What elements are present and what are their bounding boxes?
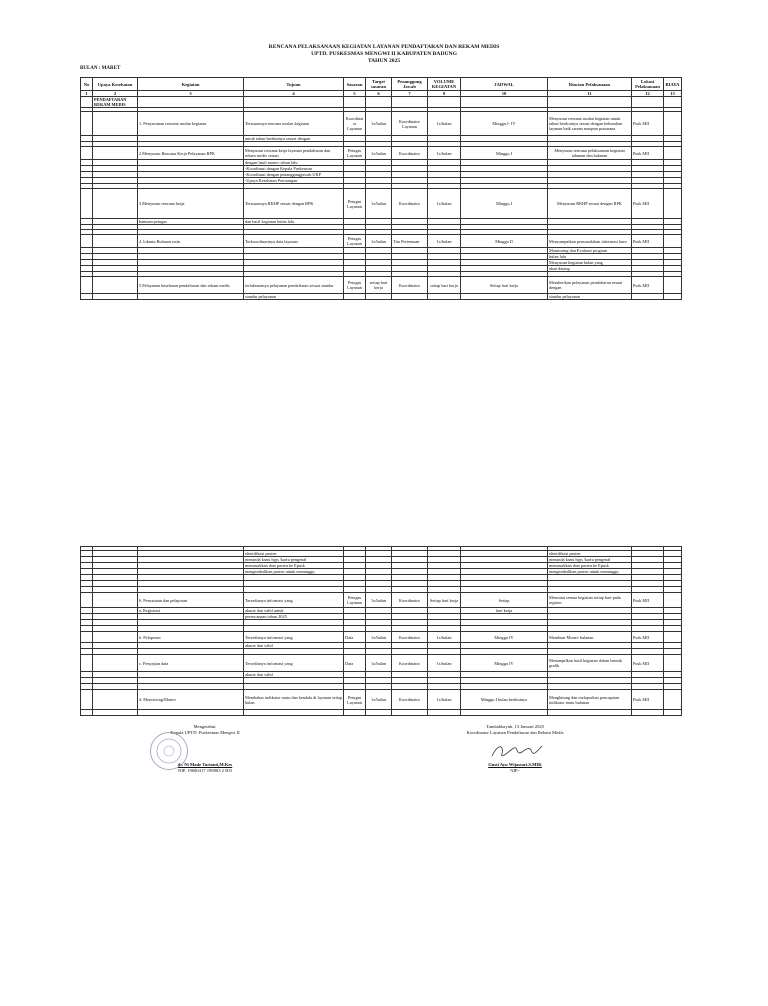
tujuan-cell: dan hasil kegiatan bulan lalu (244, 219, 344, 225)
plan-table-top (80, 77, 682, 300)
tujuan-cell: menanda kartu bpjs /kartu pengenal (244, 557, 344, 563)
tujuan-cell: dengan hasil monev tahun lalu (244, 160, 344, 166)
table-row (81, 235, 682, 248)
tujuan-cell: Tersusunnya RKHP sesuai dengan RPK (244, 189, 344, 219)
col-header: Penanggung Jawab (392, 78, 428, 91)
pj-cell: Koordinator (392, 690, 428, 710)
tujuan-cell: Tersedianya informasi yang (244, 655, 344, 672)
pj-cell: Koordinator (392, 189, 428, 219)
pj-cell: Koordinator (392, 593, 428, 608)
kegiatan-cell: b. Pelaporan (138, 632, 244, 643)
jadwal-cell: Minggu IV (461, 632, 548, 643)
sasaran-cell: Petugas Layanan (344, 147, 366, 160)
target-cell: setiap hari kerja (366, 277, 392, 294)
sasaran-cell: Petugas Layanan (344, 235, 366, 248)
col-number: 6 (366, 91, 392, 97)
lokasi-cell: Pusk MII (632, 112, 664, 136)
target-cell: 1x/bulan (366, 147, 392, 160)
approval-label: Mengetahui, (193, 724, 217, 729)
table-row (81, 632, 682, 643)
target-cell: 1x/bulan (366, 632, 392, 643)
header-row (81, 78, 682, 91)
jadwal-cell: Minggu IV (461, 655, 548, 672)
rincian-cell: memasukkan data pasien ke Epusk (548, 563, 632, 569)
tujuan-cell: akurat dan valid (244, 643, 344, 649)
sasaran-cell: Petugas Layanan (344, 189, 366, 219)
rincian-cell: Menampilkan hasil kegiatan dalam bentuk grafik (548, 655, 632, 672)
col-number: 9 (428, 91, 461, 97)
rincian-cell: akan datang (548, 266, 632, 272)
rincian-cell: Menyampaikan permasalahan informasi baru (548, 235, 632, 248)
kegiatan-cell: 5.Pelayanan kesehatan pendaftaran dan rekam medis (138, 277, 244, 294)
lokasi-cell: Pusk MII (632, 690, 664, 710)
col-number: 4 (244, 91, 344, 97)
sasaran-cell: Petugas Layanan (344, 593, 366, 608)
rincian-cell: Memberikan pelayanan pendaftaran sesuai dengan (548, 277, 632, 294)
jadwal-cell: Minggu I (461, 147, 548, 160)
tujuan-cell: akurat dan valid untuk (244, 608, 344, 614)
col-header: VOLUME KEGIATAN (428, 78, 461, 91)
tujuan-cell: Menyusun rencana kerja layanan pendaftaran dan rekam medis sesuai (244, 147, 344, 160)
tujuan-cell: Tersedianya informasi yang (244, 593, 344, 608)
col-header: Sasaran (344, 78, 366, 91)
sasaran-cell: Petugas Layanan (344, 690, 366, 710)
lokasi-cell: Pusk MII (632, 189, 664, 219)
plan-table-bottom (80, 546, 682, 716)
table-row (81, 690, 682, 710)
volume-cell: 1x/bulan (428, 112, 461, 136)
volume-cell: 1x/bulan (428, 655, 461, 672)
kegiatan-cell: 1. Penyusunan rencana usulan kegiatan (138, 112, 244, 136)
col-header: Upaya Kesehatan (93, 78, 138, 91)
col-number: 2 (93, 91, 138, 97)
official-stamp-icon (150, 732, 188, 770)
doc-subtitle: UPTD. PUSKESMAS MENGWI II KABUPATEN BADUNG (311, 51, 457, 57)
volume-cell: Setiap hari kerja (428, 593, 461, 608)
lokasi-cell: Pusk MII (632, 655, 664, 672)
rincian-cell: mengembalikan pasien untuk menunggu (548, 569, 632, 575)
pj-cell: Koordinator Layanan (392, 112, 428, 136)
target-cell: 1x/bulan (366, 593, 392, 608)
target-cell: 1x/bulan (366, 690, 392, 710)
col-header: BIAYA (664, 78, 682, 91)
signer-title: Kepala UPTD. Puskesmas Mengwi II (170, 730, 240, 735)
kegiatan-cell: 2.Menyusun Rencana Kerja Pelayanan RPK (138, 147, 244, 160)
volume-cell: setiap hari kerja (428, 277, 461, 294)
col-number: 10 (461, 91, 548, 97)
signer-nip: NIP.- (510, 768, 520, 773)
volume-cell: 1x/bulan (428, 189, 461, 219)
table-row (81, 655, 682, 672)
pj-cell: Koordinator (392, 277, 428, 294)
jadwal-cell: hari kerja (461, 608, 548, 614)
sasaran-cell: Petugas Layanan (344, 277, 366, 294)
target-cell: 1x/bulan (366, 655, 392, 672)
rincian-cell: identifikasi pasien (548, 551, 632, 557)
col-header: Rincian Pelaksanaan (548, 78, 632, 91)
rincian-cell: Monitoring dan Evaluasi program (548, 248, 632, 254)
sasaran-cell: Data (344, 632, 366, 643)
pj-cell: Tim Pertemuan (392, 235, 428, 248)
month-label: BULAN : MARET (80, 66, 121, 71)
col-header: Kegiatan (138, 78, 244, 91)
signer-nip: NIP. 19680417 199803 2 003 (178, 768, 232, 773)
col-number: 3 (138, 91, 244, 97)
target-cell: 1x/bulan (366, 112, 392, 136)
jadwal-cell: Minggu I bulan berikutnya (461, 690, 548, 710)
jadwal-cell: Minggu I- IV (461, 112, 548, 136)
col-number: 12 (632, 91, 664, 97)
volume-cell: 1x/bulan (428, 632, 461, 643)
rincian-cell: Menyusun kegiatan bulan yang (548, 260, 632, 266)
kegiatan-cell: a. Registrasi (138, 608, 244, 614)
tujuan-cell: Terkoordinasinya data layanan (244, 235, 344, 248)
kegiatan-cell: 3.Menyusun rencana kerja (138, 189, 244, 219)
rincian-cell: Menyusun rencana usulan kegiatan untuk tahun berikutnya sesuai dengan kebutuhan layanan baik sarana maupun prasarana (548, 112, 632, 136)
col-header: No (81, 78, 93, 91)
volume-cell: 1x/bulan (428, 235, 461, 248)
tujuan-cell: standar pelayanan (244, 294, 344, 300)
rincian-cell: bulan lalu (548, 254, 632, 260)
jadwal-cell: Setiap (461, 593, 548, 608)
jadwal-cell: Minggu II (461, 235, 548, 248)
tujuan-cell: -Upaya Kesehatan Perorangan (244, 178, 344, 184)
volume-cell: 1x/bulan (428, 690, 461, 710)
kegiatan-cell: 6. Pencatatan dan pelaporan (138, 593, 244, 608)
lokasi-cell: Pusk MII (632, 277, 664, 294)
signer-name: dr. Ni Made Tarianti,M.Kes (177, 762, 233, 767)
tujuan-cell: Tersedianya informasi yang (244, 632, 344, 643)
kegiatan-cell: 4. lokmin Bulanan rutin (138, 235, 244, 248)
section-label: PENDAFTARAN REKAM MEDIS (93, 97, 138, 108)
tujuan-cell: perencanaan tahun 2025 (244, 614, 344, 620)
tujuan-cell: terlaksananya pelayanan pendaftaran sesuai standar (244, 277, 344, 294)
col-header: Lokasi Pelaksanaan (632, 78, 664, 91)
table-row (81, 189, 682, 219)
signer-title: Koordinator Layanan Pendaftaran dan Rekam Medis (466, 730, 564, 735)
tujuan-cell: Membahas indikator mutu dan kendala di layanan setiap bulan (244, 690, 344, 710)
table-row (81, 112, 682, 136)
rincian-cell: Mencatat semua kegiatan setiap hari pada register (548, 593, 632, 608)
doc-title: RENCANA PELAKSANAAN KEGIATAN LAYANAN PENDAFTARAN DAN REKAM MEDIS (268, 44, 500, 50)
col-number: 1 (81, 91, 93, 97)
jadwal-cell: Minggu I (461, 189, 548, 219)
lokasi-cell: Pusk MII (632, 235, 664, 248)
lokasi-cell: Pusk MII (632, 147, 664, 160)
tujuan-cell: identifikasi pasien (244, 551, 344, 557)
kegiatan-cell: c. Penyajian data (138, 655, 244, 672)
table-row (81, 277, 682, 294)
volume-cell: 1x/bulan (428, 147, 461, 160)
rincian-cell: Membuat Monev bulanan (548, 632, 632, 643)
col-header: Target sasaran (366, 78, 392, 91)
col-number: 5 (344, 91, 366, 97)
tujuan-cell: akurat dan valid (244, 672, 344, 678)
col-number: 7 (392, 91, 428, 97)
col-header: JADWAL (461, 78, 548, 91)
tujuan-cell: memasukkan data pasien ke Epusk (244, 563, 344, 569)
doc-year: TAHUN 2025 (367, 58, 401, 64)
pj-cell: Koordinator (392, 147, 428, 160)
place-date: Tumbakbayuh, 13 Januari 2025 (485, 724, 544, 729)
sasaran-cell: Koordinator Layanan (344, 112, 366, 136)
pj-cell: Koordinator (392, 632, 428, 643)
tujuan-cell: mengembalikan pasien untuk menunggu (244, 569, 344, 575)
lokasi-cell: Pusk MII (632, 593, 664, 608)
col-header: Tujuan (244, 78, 344, 91)
target-cell: 1x/bulan (366, 235, 392, 248)
rincian-cell: Menghitung dan melaporkan pencapaian indikator mutu bulanan (548, 690, 632, 710)
rincian-cell: standar pelayanan (548, 294, 632, 300)
pj-cell: Koordinator (392, 655, 428, 672)
rincian-cell: Menyusun rencana pelaksanaan kegiatan tahunan dan bulanan (548, 147, 632, 160)
table-row (81, 593, 682, 608)
handwritten-signature-icon (488, 740, 544, 762)
tujuan-cell: -Koordinasi dengan penanggungjawab UKP (244, 172, 344, 178)
col-number: 13 (664, 91, 682, 97)
sasaran-cell: Data (344, 655, 366, 672)
tujuan-cell: -Koordinasi dengan Kepala Puskesmas (244, 166, 344, 172)
tujuan-cell: untuk tahun berikutnya sesuai dengan (244, 136, 344, 142)
lokasi-cell: Pusk MII (632, 632, 664, 643)
signer-name: Gusti Ayu Wijastari.S.MIK (488, 762, 542, 767)
rincian-cell: menanda kartu bpjs /kartu pengenal (548, 557, 632, 563)
jadwal-cell: Setiap hari kerja (461, 277, 548, 294)
kegiatan-cell: bantuan petugas (138, 219, 244, 225)
target-cell: 1x/bulan (366, 189, 392, 219)
col-number: 11 (548, 91, 632, 97)
rincian-cell: Menyusun RKHP sesuai dengan RPK (548, 189, 632, 219)
kegiatan-cell: d. Monitoring/Monev (138, 690, 244, 710)
table-row (81, 147, 682, 160)
tujuan-cell: Tersusunnya rencana usulan kegiatan (244, 112, 344, 136)
